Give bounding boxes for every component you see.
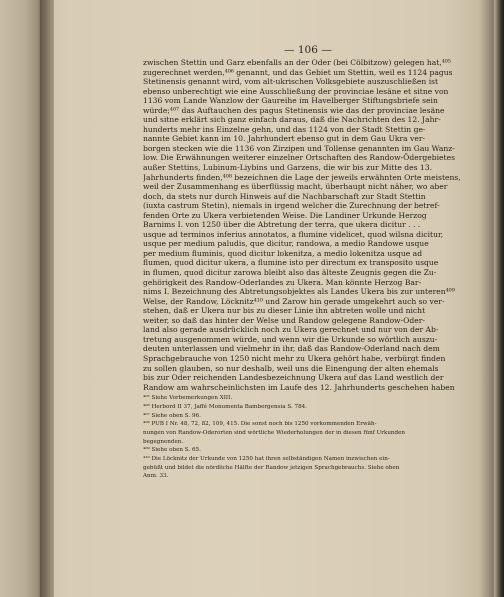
body-line: außer Stettins, Lubinum-Liybins und Garzens, die wir bis zur Mitte des 13.: [143, 163, 433, 173]
body-line: nannte Gebiet kann im 10. Jahrhundert ebenso gut in dem Gau Ukra ver-: [143, 134, 426, 144]
body-line: zwischen Stettin und Garz ebenfalls an der Oder (bei Cölbitzow) gelegen hat,⁴⁰⁵: [143, 58, 451, 67]
footnote-line: nungen von Randow-Oderorten sind wörtliche Wiederholungen der in diesen fünf Urkunden: [143, 429, 406, 436]
body-line: nims I. Bezeichnung des Abtretungsobjektes als Landes Ukera bis zur unteren⁴⁰⁹: [143, 287, 455, 297]
body-line: Jahrhunderts finden,⁴⁰⁸ bezeichnen die Lage der jeweils erwähnten Orte meistens,: [143, 172, 461, 182]
body-line: in flumen, quod dicitur zarowa bleibt also das älteste Zeugnis gegen die Zu-: [143, 268, 437, 278]
body-line: usque per medium paludis, que dicitur, randowa, a medio Randowe usque: [143, 239, 429, 249]
body-line: zu sollen glauben, so nur deshalb, weil uns die Einengung der alten ehemals: [143, 363, 439, 373]
body-line: land also gerade ausdrücklich noch zu Ukera gerechnet und nur von der Ab-: [143, 325, 439, 335]
body-line: (iuxta castrum Stetin), niemals in irgend welcher die Zurechnung der betref-: [143, 201, 440, 211]
body-line: weiter, so daß das hinter der Welse und Randow gelegene Randow-Oder-: [143, 315, 425, 325]
body-line: Sprachgebrauche von 1250 nicht mehr zu Ukera gehört habe, verbürgt finden: [143, 353, 446, 363]
body-line: fenden Orte zu Ukera verbietenden Weise. Die Landiner Urkunde Herzog: [143, 210, 427, 220]
facing-page-edge: [0, 0, 42, 597]
body-line: stehen, daß er Ukera nur bis zu dieser Linie ihn abtreten wolle und nicht: [143, 306, 426, 316]
body-line: deuten unterlassen und vielmehr in ihr, daß das Randow-Oderland nach dem: [143, 344, 440, 354]
body-line: doch, da stets nur durch Hinweis auf die Nachbarschaft zur Stadt Stettin: [143, 191, 426, 201]
body-line: gehörigkeit des Randow-Oderlandes zu Ukera. Man könnte Herzog Bar-: [143, 277, 422, 287]
body-line: Welse, der Randow, Löcknitz⁴¹⁰ und Zarow hin gerade umgekehrt auch so ver-: [143, 296, 445, 306]
footnote-line: ⁴¹⁰ Die Löcknitz der Urkunde von 1250 hat ihren selbständigen Namen inzwischen ein-: [143, 455, 390, 462]
footnote-line: gebüßt und bildet die nördliche Hälfte der Randow jetzigen Sprachgebrauchs. Siehe oben: [143, 464, 400, 471]
body-line: borgen stecken wie die 1136 von Zirzipen und Tollense genannten im Gau Wanz-: [143, 143, 455, 153]
body-line: 1136 vom Lande Wanzlow der Gaureihe im Havelberger Stiftungsbriefe sein: [143, 96, 438, 106]
body-line: bis zur Oder reichenden Landesbezeichnung Ukera auf das Land westlich der: [143, 373, 444, 383]
text-block: [143, 58, 473, 481]
body-text: [143, 58, 473, 392]
body-line: usque ad terminos inferius annotatos, a flumine videlicet, quod wilsna dicitur,: [143, 229, 444, 239]
footnote-line: Anm. 33.: [143, 473, 169, 480]
body-line: tretung ausgenommen würde, und wenn wir die Urkunde so wörtlich auszu-: [143, 334, 438, 344]
body-line: würde;⁴⁰⁷ das Auftauchen des pagus Stetinensis wie das der provinciae lesäne: [143, 105, 445, 115]
footnotes: [143, 394, 473, 481]
footnote-line: ⁴⁰⁶ Herbord II 37, Jaffé Monumenta Bambergensia S. 784.: [143, 403, 307, 410]
body-line: weil der Zusammenhang es überflüssig macht, überhaupt nicht näher, wo aber: [143, 182, 448, 192]
page-edge-shadow: [494, 0, 504, 597]
footnote-line: ⁴⁰⁹ Siehe oben S. 65.: [143, 447, 201, 454]
body-line: zugerechnet werden,⁴⁰⁶ genannt, und das Gebiet um Stettin, weil es 1124 pagus: [143, 67, 453, 77]
footnote-line: begegnenden.: [143, 438, 184, 445]
body-line: Randow am wahrscheinlichsten im Laufe des 12. Jahrhunderts geschehen haben: [143, 382, 455, 392]
body-line: flumen, quod dicitur ukera, a flumine isto per directum ex transposito usque: [143, 258, 439, 268]
footnote-line: ⁴⁰⁷ Siehe oben S. 96.: [143, 412, 201, 419]
body-line: und sitne erklärt sich ganz einfach daraus, daß die Nachrichten des 12. Jahr-: [143, 115, 441, 125]
footnote-line: ⁴⁰⁵ Siehe Vorbemerkungen XIII.: [143, 395, 233, 402]
body-line: per medium fluminis, quod dicitur lokenitza, a medio lokenitza usque ad: [143, 248, 423, 258]
body-line: hunderts mehr ins Einzelne gehn, und das 1124 von der Stadt Stettin ge-: [143, 124, 426, 134]
footnote-line: ⁴⁰⁸ PUB I Nr. 48, 72, 82, 109, 415. Die sonst noch bis 1250 vorkommenden Erwäh-: [143, 421, 377, 428]
body-line: Stetinensis genannt wird, vom alt-ukrischen Volksgebiete auszuschließen ist: [143, 77, 439, 87]
book-gutter: [40, 0, 54, 597]
body-line: Barnims I. von 1250 über die Abtretung der terra, que ukera dicitur . . .: [143, 220, 421, 230]
body-line: ebenso unberechtigt wie eine Ausschließung der provinciae lesäne et sitne von: [143, 86, 449, 96]
page-number: — 106 —: [284, 44, 332, 56]
body-line: low. Die Erwähnungen weiterer einzelner Ortschaften des Randow-Ödergebietes: [143, 153, 455, 163]
